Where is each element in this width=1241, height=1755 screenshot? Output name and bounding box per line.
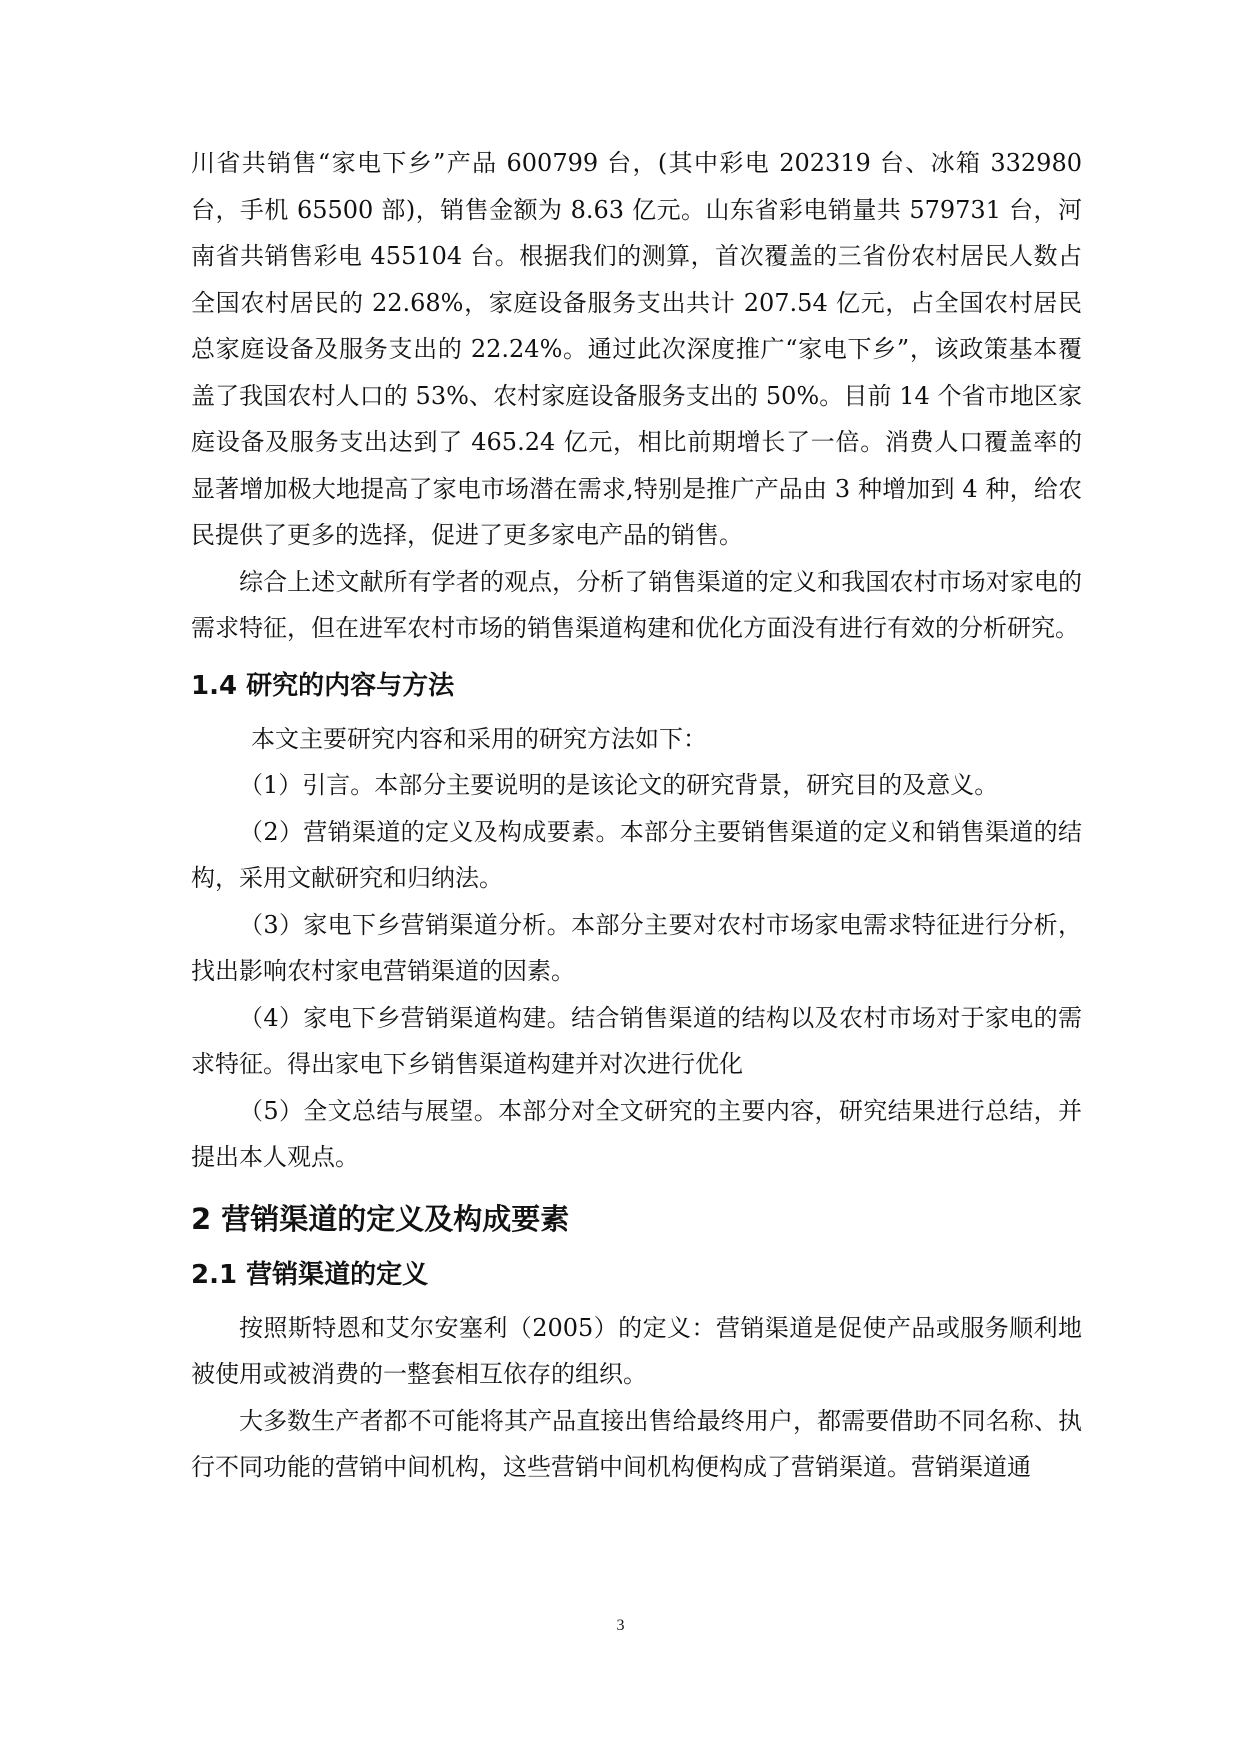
list-item-1: （1）引言。本部分主要说明的是该论文的研究背景，研究目的及意义。 bbox=[239, 771, 999, 799]
section-heading-2-1: 2.1 营销渠道的定义 bbox=[191, 1259, 429, 1290]
chapter-heading-2: 2 营销渠道的定义及构成要素 bbox=[191, 1201, 570, 1236]
page-body bbox=[191, 140, 1082, 1491]
list-item-4: （4）家电下乡营销渠道构建。结合销售渠道的结构以及农村市场对于家电的需求特征。得出家电下乡销售渠道构建并对次进行优化 bbox=[191, 1003, 1082, 1078]
list-item-2: （2）营销渠道的定义及构成要素。本部分主要销售渠道的定义和销售渠道的结构，采用文献研究和归纳法。 bbox=[191, 817, 1082, 892]
channel-paragraph: 大多数生产者都不可能将其产品直接出售给最终用户，都需要借助不同名称、执行不同功能的营销中间机构，这些营销中间机构便构成了营销渠道。营销渠道通 bbox=[191, 1406, 1082, 1481]
list-item-3: （3）家电下乡营销渠道分析。本部分主要对农村市场家电需求特征进行分析，找出影响农村家电营销渠道的因素。 bbox=[191, 910, 1082, 985]
section-heading-1-4: 1.4 研究的内容与方法 bbox=[191, 670, 455, 701]
continued-paragraph: 川省共销售“家电下乡”产品 600799 台，(其中彩电 202319 台、冰箱 332980 台，手机 65500 部)，销售金额为 8.63 亿元。山东省彩电销量共 579731 台，河南省共销售彩电 455104 台。根据我们的测算，首次覆盖的三省份农村居民人数占全国农村居民的 22.68%，家庭设备服务支出共计 207.54 亿元，占全国农村居民总家庭设备及服务支出的 22.24%。通过此次深度推广“家电下乡”，该政策基本覆盖了我国农村人口的 53%、农村家庭设备服务支出的 50%。目前 14 个省市地区家庭设备及服务支出达到了 465.24 亿元，相比前期增长了一倍。消费人口覆盖率的显著增加极大地提高了家电市场潜在需求,特别是推广产品由 3 种增加到 4 种，给农民提供了更多的选择，促进了更多家电产品的销售。 bbox=[191, 149, 1082, 549]
definition-paragraph: 按照斯特恩和艾尔安塞利（2005）的定义：营销渠道是促使产品或服务顺利地被使用或被消费的一整套相互依存的组织。 bbox=[191, 1313, 1082, 1388]
page-number: 3 bbox=[616, 1617, 625, 1634]
section-intro: 本文主要研究内容和采用的研究方法如下： bbox=[251, 724, 707, 753]
summary-paragraph: 综合上述文献所有学者的观点，分析了销售渠道的定义和我国农村市场对家电的需求特征，但在进军农村市场的销售渠道构建和优化方面没有进行有效的分析研究。 bbox=[191, 567, 1082, 642]
list-item-5: （5）全文总结与展望。本部分对全文研究的主要内容，研究结果进行总结，并提出本人观点。 bbox=[191, 1096, 1082, 1171]
